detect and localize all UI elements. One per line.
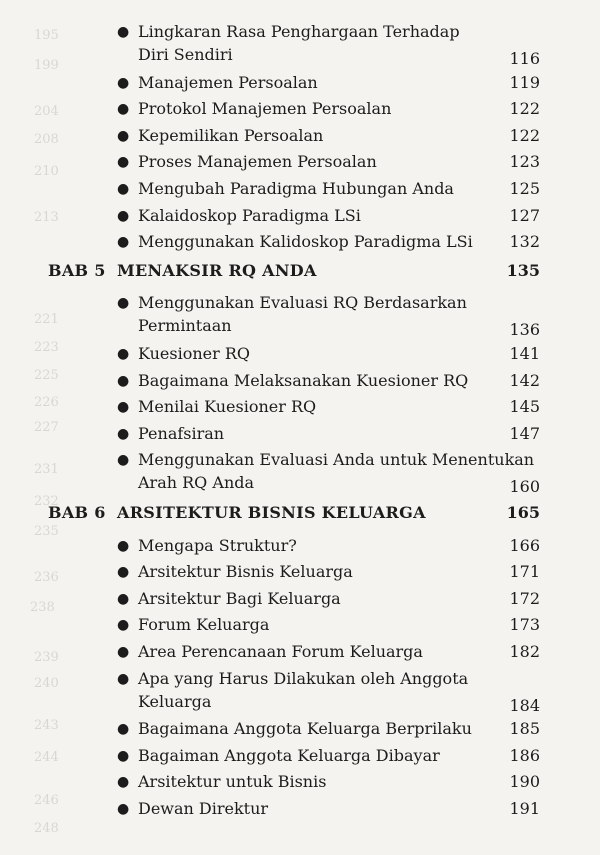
bullet-icon: ● [117,399,130,416]
toc-page-number: 119 [509,72,540,92]
toc-page-number: 142 [509,370,540,390]
bullet-icon: ● [117,207,130,224]
toc-page-number: 116 [509,49,540,68]
toc-entry-title: Menggunakan Evaluasi Anda untuk Menentukan [138,450,535,470]
bullet-icon: ● [117,617,130,634]
toc-page-number: 184 [509,695,540,715]
bleed-through-number: 227 [34,420,59,435]
toc-entry-title: Penafsiran [138,423,225,443]
bullet-icon: ● [117,721,130,738]
toc-entry-title: Menggunakan Kalidoskop Paradigma LSi [138,232,473,252]
bleed-through-number: 244 [34,750,59,765]
toc-entry-title: Bagaimana Melaksanakan Kuesioner RQ [138,370,469,390]
bleed-through-number: 238 [30,600,55,615]
toc-page-number: 136 [509,320,540,340]
bullet-icon: ● [117,154,130,171]
chapter-page-number: 165 [506,503,540,522]
toc-entry-title: Dewan Direktur [138,799,269,818]
bleed-through-number: 195 [34,28,59,43]
bullet-icon: ● [117,295,130,312]
toc-entry-title: Mengubah Paradigma Hubungan Anda [138,179,454,198]
toc-page-number: 160 [509,477,540,497]
bullet-icon: ● [117,101,130,118]
toc-entry-title: Bagaimana Anggota Keluarga Berprilaku [138,719,472,739]
toc-entry-title: Arsitektur Bagi Keluarga [138,588,341,608]
toc-entry-title: Area Perencanaan Forum Keluarga [138,642,423,661]
bleed-through-number: 221 [34,312,59,327]
toc-page-number: 122 [509,125,540,145]
toc-entry-title: Arah RQ Anda [138,473,255,493]
toc-page-number: 122 [509,99,540,119]
toc-page-number: 186 [509,745,540,765]
toc-entry-title: Menggunakan Evaluasi RQ Berdasarkan [138,293,467,313]
toc-entry-title: Lingkaran Rasa Penghargaan Terhadap [138,22,460,41]
toc-page-number: 172 [509,588,540,608]
bullet-icon: ● [117,590,130,607]
toc-page-number: 173 [509,615,540,635]
toc-page-number: 123 [509,152,540,172]
chapter-title[interactable]: ARSITEKTUR BISNIS KELUARGA [117,503,426,522]
bleed-through-number: 226 [34,395,59,410]
toc-entry-title: Proses Manajemen Persoalan [138,152,377,172]
toc-entry-title: Mengapa Struktur? [138,535,297,555]
bullet-icon: ● [117,774,130,791]
toc-entry-title: Forum Keluarga [138,615,270,635]
bleed-through-number: 240 [34,676,59,691]
toc-page-number: 182 [509,642,540,661]
bullet-icon: ● [117,644,130,660]
toc-entry-title: Kepemilikan Persoalan [138,125,324,145]
toc-entry-title: Diri Sendiri [138,45,233,64]
bullet-icon: ● [117,346,130,362]
bleed-through-number: 248 [34,821,59,836]
bullet-icon: ● [117,801,130,817]
bleed-through-number: 208 [34,132,59,147]
bleed-through-number: 223 [34,340,59,355]
bullet-icon: ● [117,234,130,251]
bullet-icon: ● [117,181,130,197]
bleed-through-number: 243 [34,718,59,733]
bleed-through-number: 213 [34,210,59,225]
toc-entry-title: Kuesioner RQ [138,344,251,363]
toc-entry-title: Menilai Kuesioner RQ [138,397,317,417]
bleed-through-number: 235 [34,524,59,539]
chapter-title[interactable]: MENAKSIR RQ ANDA [117,260,317,280]
toc-page-number: 127 [509,205,540,225]
chapter-label: BAB 6 [48,503,106,522]
bullet-icon: ● [117,372,130,389]
toc-page-number: 147 [509,423,540,443]
toc-page-number: 141 [509,344,540,363]
toc-page-number: 171 [509,562,540,582]
bleed-through-number: 210 [34,164,59,179]
toc-page-number: 132 [509,232,540,252]
bleed-through-number: 204 [34,104,59,119]
bullet-icon: ● [117,127,130,144]
bleed-through-number: 225 [34,368,59,383]
chapter-label: BAB 5 [48,260,106,280]
toc-page-number: 190 [509,772,540,792]
toc-entry-title: Arsitektur Bisnis Keluarga [138,562,353,582]
bleed-through-number: 236 [34,570,59,585]
bleed-through-number: 199 [34,58,59,73]
toc-page-number: 125 [509,179,540,198]
bleed-through-number: 246 [34,793,59,808]
bullet-icon: ● [117,670,130,687]
bullet-icon: ● [117,747,130,764]
bullet-icon: ● [117,74,130,91]
toc-entry-title: Permintaan [138,316,232,336]
toc-entry-title: Apa yang Harus Dilakukan oleh Anggota [138,668,469,688]
toc-page-number: 185 [509,719,540,739]
toc-page-number: 166 [509,535,540,555]
bleed-through-number: 232 [34,494,59,509]
toc-page-number: 191 [509,799,540,818]
bullet-icon: ● [117,425,130,442]
bullet-icon: ● [117,537,130,554]
toc-entry-title: Protokol Manajemen Persoalan [138,99,392,119]
bullet-icon: ● [117,564,130,581]
bullet-icon: ● [117,24,130,40]
toc-entry-title: Manajemen Persoalan [138,72,318,92]
toc-entry-title: Arsitektur untuk Bisnis [138,772,327,792]
bleed-through-number: 231 [34,462,59,477]
toc-entry-title: Bagaiman Anggota Keluarga Dibayar [138,745,440,765]
toc-entry-title: Keluarga [138,691,212,711]
bleed-through-number: 239 [34,650,59,665]
chapter-page-number: 135 [506,260,540,280]
bullet-icon: ● [117,452,130,469]
toc-page-number: 145 [509,397,540,417]
toc-entry-title: Kalaidoskop Paradigma LSi [138,205,361,225]
